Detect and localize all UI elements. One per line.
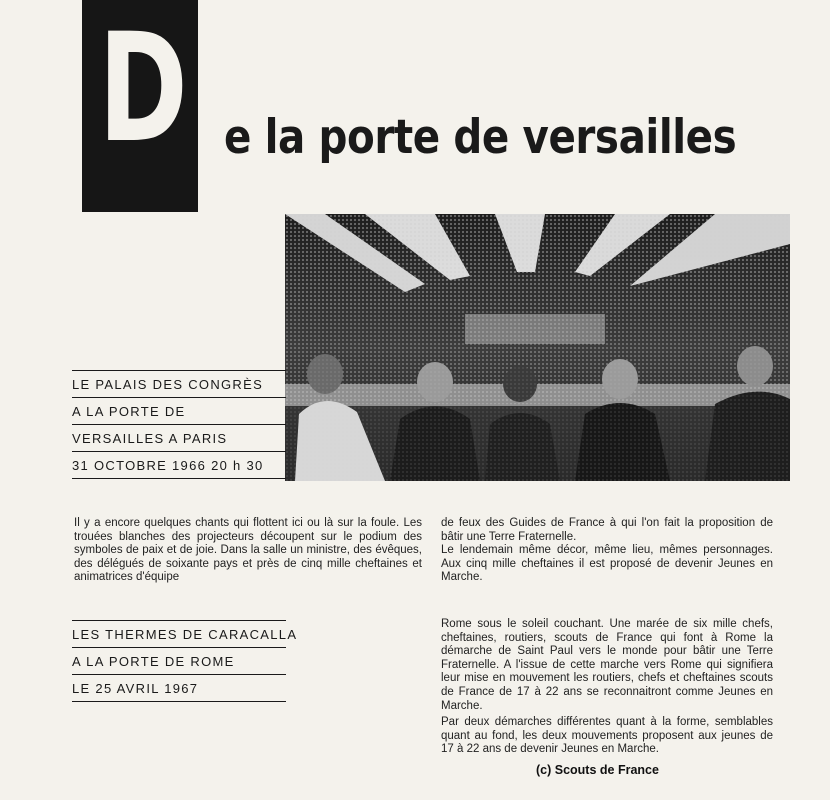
copyright-credit: (c) Scouts de France: [536, 763, 659, 777]
body-text: Par deux démarches différentes quant à la forme, semblables quant au fond, les deux mouvements proposent aux jeunes de 17 à 22 ans de devenir Jeunes en Marche.: [441, 716, 773, 756]
caption-line: LE PALAIS DES CONGRÈS: [72, 370, 286, 397]
body-text: de feux des Guides de France à qui l'on fait la proposition de bâtir une Terre Fraternelle.: [441, 517, 773, 543]
caption-line: 31 OCTOBRE 1966 20 h 30: [72, 451, 286, 479]
caption-palais-congres: [72, 370, 286, 479]
caption-line: VERSAILLES A PARIS: [72, 424, 286, 451]
congress-hall-photo: [285, 214, 790, 481]
body-text: Rome sous le soleil couchant. Une marée de six mille chefs, cheftaines, routiers, scouts de France qui font à Rome la démarche de Saint Paul vers le monde pour bâtir une Terre Fraternelle. A l'issue de cette marche vers Rome qui signifiera leur mise en mouvement les routiers, chefs et cheftaines scouts de France de 17 à 22 ans se reconnaitront comme Jeunes en Marche.: [441, 618, 773, 712]
dropcap-letter: D: [98, 2, 188, 176]
caption-line: LES THERMES DE CARACALLA: [72, 620, 286, 647]
body-paragraph-1: Il y a encore quelques chants qui flottent ici ou là sur la foule. Les trouées blanches des projecteurs découpent sur le podium des symboles de paix et de joie. Dans la salle un ministre, des évêques, des délégués de soixante pays et près de cinq mille cheftaines et animatrices d'équipe: [74, 517, 422, 584]
page-headline: e la porte de versailles: [224, 110, 737, 165]
caption-line: LE 25 AVRIL 1967: [72, 674, 286, 702]
body-text: Le lendemain même décor, même lieu, mêmes personnages. Aux cinq mille cheftaines il est proposé de devenir Jeunes en Marche.: [441, 544, 773, 584]
body-paragraph-3: [441, 618, 773, 757]
body-paragraph-2: [441, 517, 773, 585]
dropcap-block: [82, 0, 198, 212]
caption-thermes-caracalla: [72, 620, 298, 702]
caption-line: A LA PORTE DE ROME: [72, 647, 286, 674]
caption-line: A LA PORTE DE: [72, 397, 286, 424]
